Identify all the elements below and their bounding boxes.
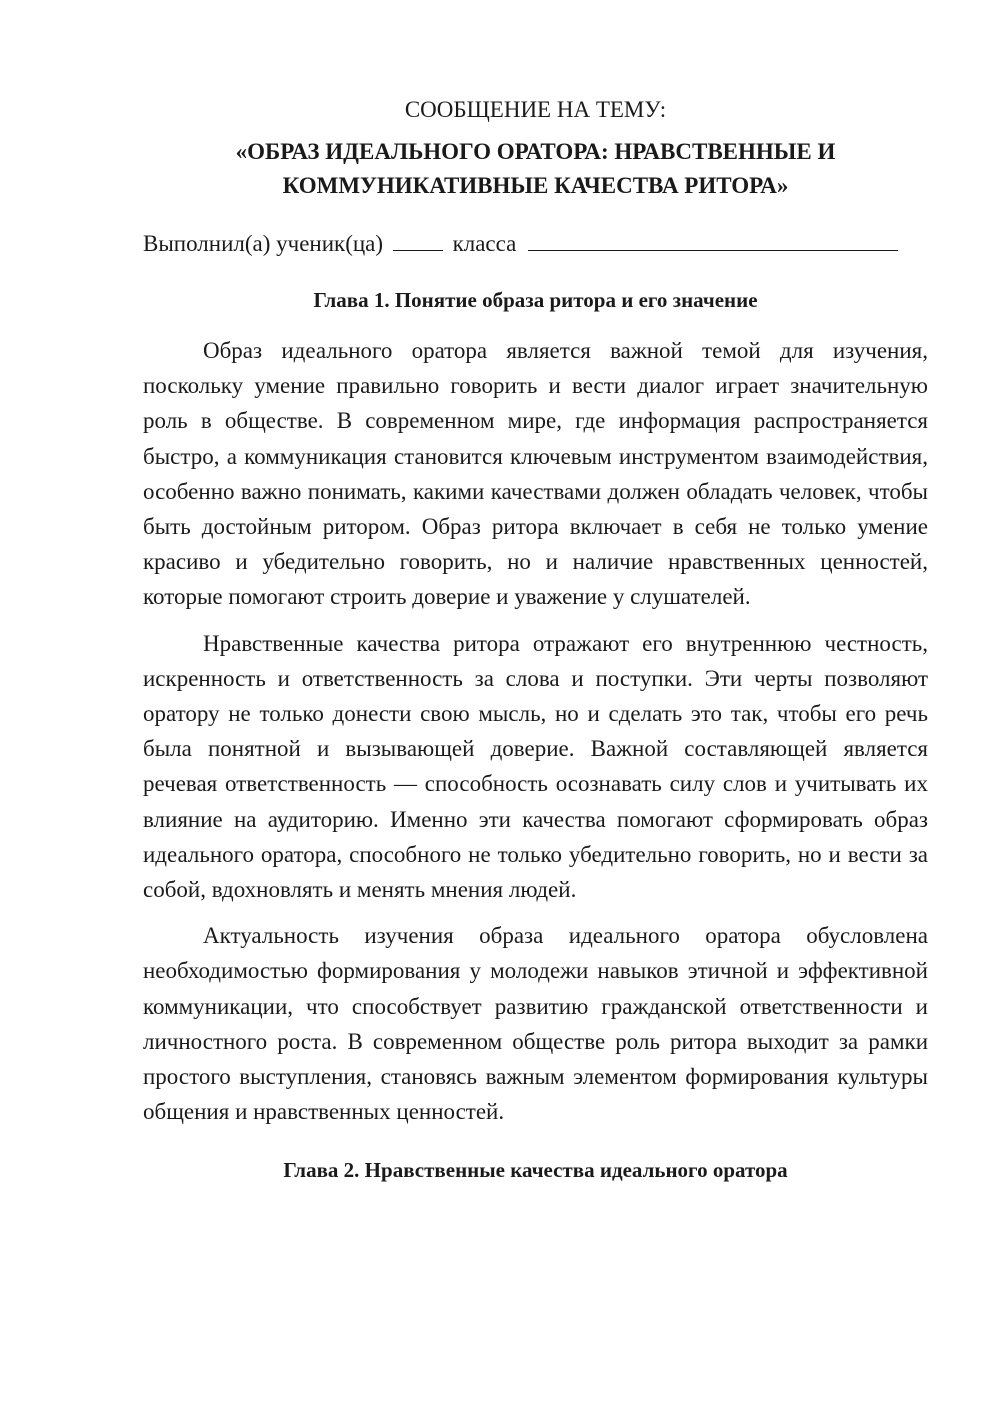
- class-blank: [528, 230, 898, 251]
- author-line: [143, 229, 928, 259]
- document-title: [143, 135, 928, 203]
- grade-blank: [393, 230, 443, 251]
- title-line-2: КОММУНИКАТИВНЫЕ КАЧЕСТВА РИТОРА»: [282, 173, 789, 198]
- paragraph-1: Образ идеального оратора является важной темой для изучения, поскольку умение правильно говорить и вести диалог играет значительную роль в обществе. В современном мире, где информация распространяется быстро, а коммуникация становится ключевым инструментом взаимодействия, особенно важно понимать, какими качествами должен обладать человек, чтобы быть достойным ритором. Образ ритора включает в себя не только умение красиво и убедительно говорить, но и наличие нравственных ценностей, которые помогают строить доверие и уважение у слушателей.: [143, 338, 928, 610]
- paragraph-3: Актуальность изучения образа идеального оратора обусловлена необходимостью формирования у молодежи навыков этичной и эффективной коммуникации, что способствует развитию гражданской ответственности и личностного роста. В современном обществе роль ритора выходит за рамки простого выступления, становясь важным элементом формирования культуры общения и нравственных ценностей.: [143, 923, 928, 1125]
- document-page: [143, 95, 928, 1185]
- paragraph-2: Нравственные качества ритора отражают его внутреннюю честность, искренность и ответственность за слова и поступки. Эти черты позволяют оратору не только донести свою мысль, но и сделать это так, чтобы его речь была понятной и вызывающей доверие. Важной составляющей является речевая ответственность — способность осознавать силу слов и учитывать их влияние на аудиторию. Именно эти качества помогают сформировать образ идеального оратора, способного не только убедительно говорить, но и вести за собой, вдохновлять и менять мнения людей.: [143, 630, 928, 903]
- document-header: СООБЩЕНИЕ НА ТЕМУ:: [404, 97, 667, 122]
- chapter-1-title: Глава 1. Понятие образа ритора и его значение: [313, 288, 758, 312]
- author-prefix: Выполнил(а) ученик(ца): [143, 231, 384, 256]
- chapter-2-title: Глава 2. Нравственные качества идеального оратора: [283, 1158, 788, 1183]
- title-line-1: «ОБРАЗ ИДЕАЛЬНОГО ОРАТОРА: НРАВСТВЕННЫЕ И: [235, 139, 836, 164]
- class-label: класса: [452, 231, 517, 256]
